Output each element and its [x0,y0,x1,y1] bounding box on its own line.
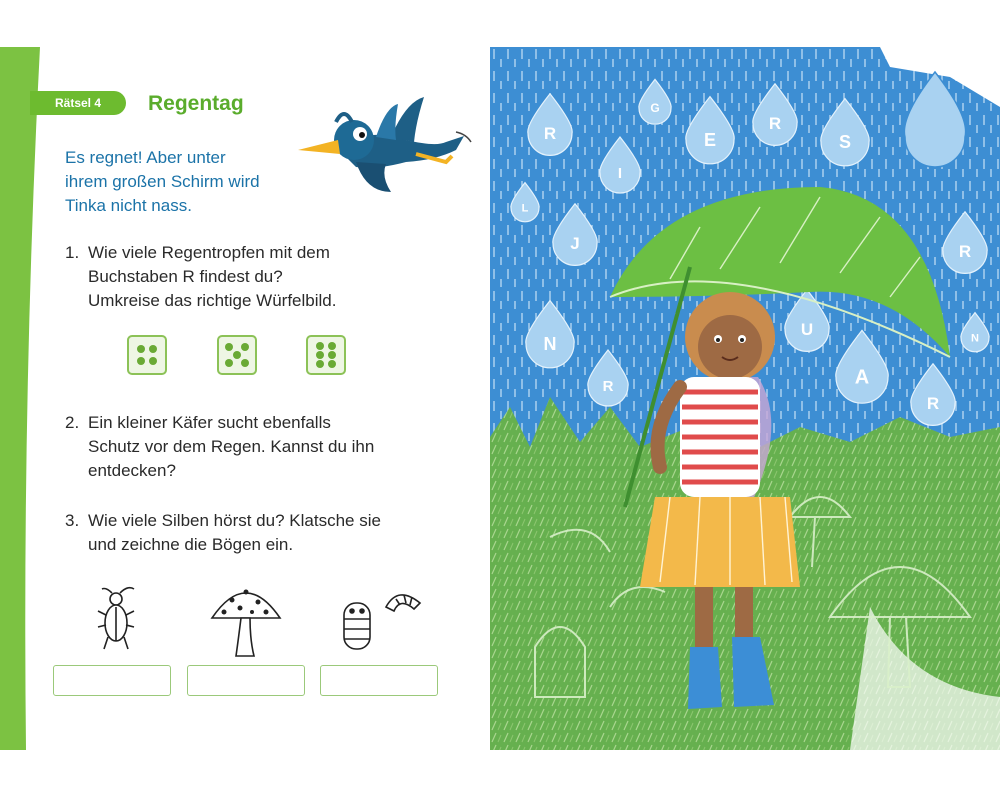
answer-box-beetle[interactable] [53,665,171,696]
raindrop-letter-text: R [926,393,940,413]
raindrop-letter-text: N [543,333,557,354]
raindrop-letter-text: I [617,165,623,182]
raindrop-letter-text: R [602,378,614,395]
raindrop-letter-text: U [800,319,814,339]
raindrop-letter-text: S [838,131,852,152]
beetle-icon [92,585,142,655]
raindrop-letter-text: A [854,366,870,389]
raindrop-letter-text: R [958,241,972,261]
intro-text: Es regnet! Aber unter ihrem großen Schirm wird Tinka nicht nass. [65,148,260,215]
raindrop-letter-text: R [768,113,782,133]
dice-four-icon[interactable] [127,335,167,375]
raindrop-letter-text: G [650,101,660,116]
raindrop-letter-text: N [971,332,979,345]
raindrop-letter-text: L [521,202,529,215]
caterpillar-icon [340,585,425,655]
mushroom-icon [208,578,284,660]
raindrop-letter-text: J [570,233,580,253]
dice-five-icon[interactable] [217,335,257,375]
task-2: 2. Ein kleiner Käfer sucht ebenfalls Schutz vor dem Regen. Kannst du ihn entdecken? [65,413,375,480]
task-3: 3. Wie viele Silben hörst du? Klatsche sie und zeichne die Bögen ein. [65,511,381,554]
raven-icon [296,92,476,197]
dice-six-icon[interactable] [306,335,346,375]
task-1: 1. Wie viele Regentropfen mit dem Buchstaben R findest du? Umkreise das richtige Würfelbild. [65,243,337,310]
answer-box-caterpillar[interactable] [320,665,438,696]
raindrop-letter-text: R [543,123,557,143]
rain-illustration [490,47,1000,750]
puzzle-number-badge: Rätsel 4 [30,91,126,115]
answer-box-mushroom[interactable] [187,665,305,696]
page-title: Regentag [148,92,244,115]
green-page-edge [0,47,40,750]
raindrop-letter-text: E [703,129,717,150]
